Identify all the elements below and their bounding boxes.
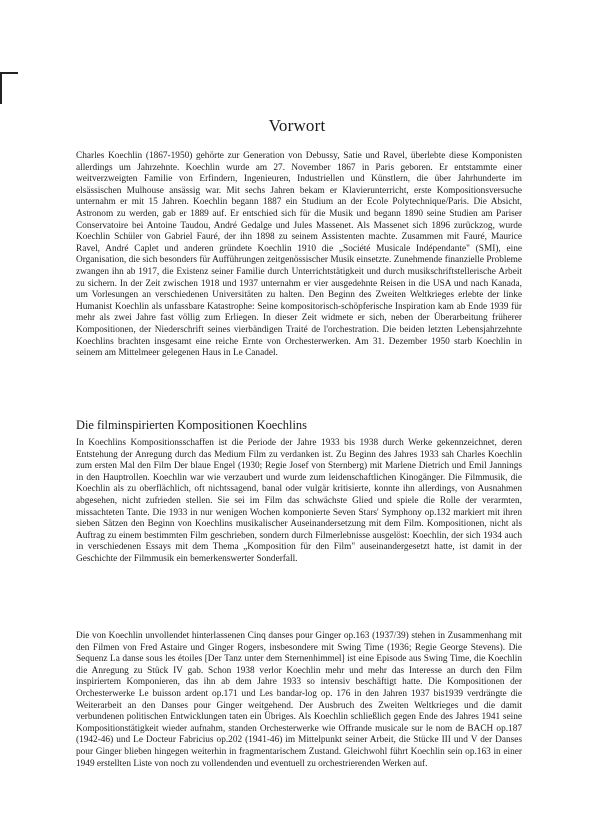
section-paragraph-2 xyxy=(76,631,522,770)
section-paragraph-2-text: Die von Koechlin unvollendet hinterlassenen Cinq danses pour Ginger op.163 (1937/39) stehen in Zusammenhang mit den Filmen von Fred Astaire und Ginger Rogers, insbesondere mit Swing Time (1936; Regie George Stevens). Die Sequenz La danse sous les étoiles [Der Tanz unter dem Sternenhimmel] ist eine Episode aus Swing Time, die Koechlin die Anregung zu Stück IV gab. Schon 1938 verlor Koechlin mehr und mehr das Interesse an durch den Film inspiriertem Komponieren, das ihn ab dem Jahre 1933 so intensiv beschäftigt hatte. Die Kompositionen der Orchesterwerke Le buisson ardent op.171 und Les bandar-log op. 176 in den Jahren 1937 bis1939 verdrängte die Weiterarbeit an den Danses pour Ginger weitgehend. Der Ausbruch des Zweiten Weltkrieges und die damit verbundenen politischen Entwicklungen taten ein Übriges. Als Koechlin schließlich gegen Ende des Jahres 1941 seine Kompositionstätigkeit wieder aufnahm, standen Orchesterwerke wie Offrande musicale sur le nom de BACH op.187 (1942-46) und Le Docteur Fabricius op.202 (1941-46) im Mittelpunkt seiner Arbeit, die Stücke III und V der Danses pour Ginger blieben hingegen weiterhin in fragmentarischem Zustand. Gleichwohl führt Koechlin sein op.163 in einer 1949 erstellten Liste von noch zu vollendenden und eventuell zu orchestrierenden Werken auf. xyxy=(76,631,522,769)
intro-paragraph-text: Charles Koechlin (1867-1950) gehörte zur Generation von Debussy, Satie und Ravel, überlebte diese Komponisten allerdings um Jahrzehnte. Koechlin wurde am 27. November 1867 in Paris geboren. Er entstammte einer weitverzweigten Familie von Erfindern, Ingenieuren, Industriellen und Künstlern, die über Jahrhunderte im elsässischen Mulhouse ansässig war. Mit sechs Jahren bekam er Klavierunterricht, erste Kompositionsversuche unternahm er mit 15 Jahren. Koechlin begann 1887 ein Studium an der Ecole Polytechnique/Paris. Die Absicht, Astronom zu werden, gab er 1889 auf. Er entschied sich für die Musik und begann 1890 seine Studien am Pariser Conservatoire bei Antoine Taudou, André Gedalge und Jules Massenet. Als Massenet sich 1896 zurückzog, wurde Koechlin Schüler von Gabriel Fauré, der ihn 1898 zu seinem Assistenten machte. Zusammen mit Fauré, Maurice Ravel, André Caplet und anderen gründete Koechlin 1910 die „Société Musicale Indépendante" (SMI), eine Organisation, die sich besonders für Aufführungen zeitgenössischer Musik einsetzte. Zunehmende finanzielle Probleme zwangen ihn ab 1917, die Existenz seiner Familie durch Unterrichtstätigkeit und durch musikschriftstellerische Arbeit zu sichern. In der Zeit zwischen 1918 und 1937 unternahm er vier ausgedehnte Reisen in die USA und nach Kanada, um Vorlesungen an verschiedenen Universitäten zu halten. Den Beginn des Zweiten Weltkrieges erlebte der linke Humanist Koechlin als unfassbare Katastrophe: Seine kompositorisch-schöpferische Inspiration kam ab Ende 1939 für mehr als zwei Jahre fast völlig zum Erliegen. In dieser Zeit widmete er sich, neben der Überarbeitung früherer Kompositionen, der Niederschrift seines vierbändigen Traité de l'orchestration. Die beiden letzten Lebensjahrzehnte Koechlins brachten insgesamt eine reiche Ernte von Orchesterwerken. Am 31. Dezember 1950 starb Koechlin in seinem am Mittelmeer gelegenen Haus in Le Canadel. xyxy=(76,151,522,359)
section-paragraph-1-text: In Koechlins Kompositionsschaffen ist die Periode der Jahre 1933 bis 1938 durch Werke gekennzeichnet, deren Entstehung der Anregung durch das Medium Film zu verdanken ist. Zu Beginn des Jahres 1933 sah Charles Koechlin zum ersten Mal den Film Der blaue Engel (1930; Regie Josef von Sternberg) mit Marlene Dietrich und Emil Jannings in den Hauptrollen. Koechlin war wie verzaubert und wurde zum leidenschaftlichen Kinogänger. Die Filmmusik, die Koechlin als zu oberflächlich, oft nichtssagend, banal oder vulgär kritisierte, konnte ihn allerdings, von Ausnahmen abgesehen, nicht zufrieden stellen. Sie sei im Film das schwächste Glied und spiele die Rolle der verarmten, missachteten Tante. Die 1933 in nur wenigen Wochen komponierte Seven Stars' Symphony op.132 markiert mit ihren sieben Sätzen den Beginn von Koechlins musikalischer Auseinandersetzung mit dem Film. Kompositionen, nicht als Auftrag zu einem bestimmten Film geschrieben, sondern durch Filmerlebnisse ausgelöst: Koechlin, der sich 1934 auch in verschiedenen Essays mit dem Thema „Komposition für den Film" auseinandergesetzt hatte, ist damit in der Geschichte der Filmmusik ein bemerkenswerter Sonderfall. xyxy=(76,438,522,564)
intro-paragraph xyxy=(76,151,522,360)
crop-mark xyxy=(0,72,18,104)
page-title: Vorwort xyxy=(268,116,326,135)
section-heading: Die filminspirierten Kompositionen Koechlins xyxy=(76,418,307,432)
section-paragraph-1 xyxy=(76,438,522,566)
